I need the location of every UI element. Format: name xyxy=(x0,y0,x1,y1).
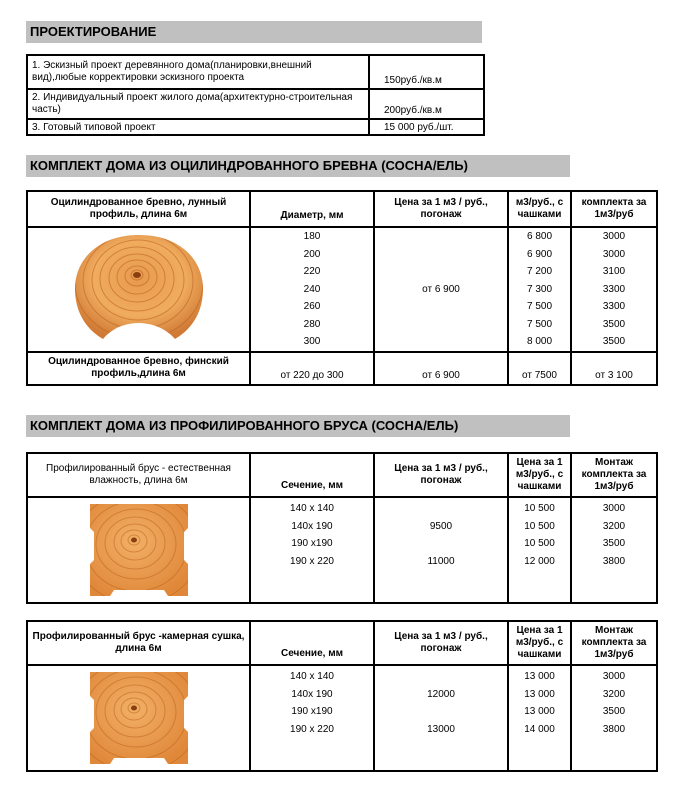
cups-value: 7 300 xyxy=(526,283,553,295)
kit-value: 3500 xyxy=(602,336,626,347)
col-header-size: Сечение, мм xyxy=(280,648,343,659)
table-row xyxy=(27,191,657,227)
cups-value: 6 900 xyxy=(526,248,553,260)
beam-image-cell xyxy=(27,497,250,603)
dry-image-cell xyxy=(27,665,250,771)
col-header-price: Цена за 1 м3 / руб., погонаж xyxy=(394,197,488,220)
col-header-product: Профилированный брус - естественная влажность, длина 6м xyxy=(46,463,231,486)
price-value: 11000 xyxy=(427,555,455,567)
dry-price-cell xyxy=(374,665,508,771)
beam-cups-cell xyxy=(508,497,571,603)
kit-value: 3300 xyxy=(602,283,626,295)
col-header-cups: Цена за 1 м3/руб., с чашками xyxy=(515,625,564,660)
design-table xyxy=(26,54,485,136)
col-header-price: Цена за 1 м3 / руб., погонаж xyxy=(394,463,488,486)
table-row xyxy=(27,89,484,119)
design-row-text: 2. Индивидуальный проект жилого дома(архитектурно-строительная часть) xyxy=(32,92,353,115)
size-value: 180 xyxy=(303,231,321,242)
col-header-product: Оцилиндрованное бревно, лунный профиль, длина 6м xyxy=(50,197,227,220)
kit-value: 3100 xyxy=(602,266,626,277)
finnish-size: от 220 до 300 xyxy=(280,369,344,381)
size-value: 140х 190 xyxy=(291,688,333,700)
round-log-image xyxy=(69,231,209,347)
kit-value: 3800 xyxy=(602,723,626,735)
table-row xyxy=(27,497,657,603)
log-price-cell xyxy=(374,227,508,352)
kit-value: 3800 xyxy=(602,555,626,567)
price-value: 13000 xyxy=(427,723,455,735)
log-cups-cell xyxy=(508,227,571,352)
beam-kit-cell xyxy=(571,497,657,603)
col-header-kit: комплекта за 1м3/руб xyxy=(581,197,647,220)
col-header-cups: м3/руб., с чашками xyxy=(515,197,564,220)
size-value: 190 х 220 xyxy=(290,723,334,735)
size-value: 140 х 140 xyxy=(290,671,334,682)
size-value: 190 х 220 xyxy=(290,555,334,567)
size-value: 190 х190 xyxy=(291,538,333,549)
cups-value: 8 000 xyxy=(526,336,553,347)
table-row xyxy=(27,453,657,497)
cups-value: 7 500 xyxy=(526,318,553,330)
dry-cups-cell xyxy=(508,665,571,771)
size-value: 220 xyxy=(303,266,321,277)
kit-value: 3200 xyxy=(602,688,626,700)
beam-table xyxy=(26,452,658,604)
size-value: 140 х 140 xyxy=(290,503,334,514)
table-row xyxy=(27,621,657,665)
cups-value: 14 000 xyxy=(524,723,555,735)
size-value: 300 xyxy=(303,336,321,347)
size-value: 260 xyxy=(303,301,321,312)
size-value: 280 xyxy=(303,318,321,330)
cups-value: 13 000 xyxy=(524,706,555,717)
design-row-text: 3. Готовый типовой проект xyxy=(32,121,156,133)
table-row xyxy=(27,119,484,135)
table-row xyxy=(27,665,657,771)
cups-value: 12 000 xyxy=(524,555,555,567)
col-header-product: Профилированный брус -камерная сушка, длина 6м xyxy=(32,631,245,654)
log-table xyxy=(26,190,658,386)
design-row-price: 200руб./кв.м xyxy=(384,105,442,116)
log-sizes-cell xyxy=(250,227,374,352)
cups-value: 7 500 xyxy=(526,301,553,312)
profiled-beam-image xyxy=(84,500,194,600)
table-row xyxy=(27,227,657,352)
kit-value: 3500 xyxy=(602,706,626,717)
finnish-product: Оцилиндрованное бревно, финский профиль,длина 6м xyxy=(48,356,229,379)
cups-value: 10 500 xyxy=(524,520,555,532)
section-header-design: ПРОЕКТИРОВАНИЕ xyxy=(26,21,482,43)
kit-value: 3000 xyxy=(602,503,626,514)
price-value: 9500 xyxy=(429,520,453,532)
col-header-kit: Монтаж комплекта за 1м3/руб xyxy=(581,625,647,660)
cups-value: 13 000 xyxy=(524,671,555,682)
kit-value: 3000 xyxy=(602,231,626,242)
log-image-cell xyxy=(27,227,250,352)
beam-price-cell xyxy=(374,497,508,603)
price-value: 12000 xyxy=(427,688,455,700)
kit-value: 3200 xyxy=(602,520,626,532)
col-header-kit: Монтаж комплекта за 1м3/руб xyxy=(581,457,647,492)
kit-value: 3500 xyxy=(602,538,626,549)
cups-value: 6 800 xyxy=(526,231,553,242)
design-row-price: 15 000 руб./шт. xyxy=(384,121,454,133)
kit-value: 3300 xyxy=(602,301,626,312)
section-header-log: КОМПЛЕКТ ДОМА ИЗ ОЦИЛИНДРОВАННОГО БРЕВНА (СОСНА/ЕЛЬ) xyxy=(26,155,570,177)
cups-value: 13 000 xyxy=(524,688,555,700)
price-value: от 6 900 xyxy=(422,283,460,295)
section-header-beam: КОМПЛЕКТ ДОМА ИЗ ПРОФИЛИРОВАННОГО БРУСА (СОСНА/ЕЛЬ) xyxy=(26,415,570,437)
finnish-price: от 6 900 xyxy=(422,369,460,381)
col-header-price: Цена за 1 м3 / руб., погонаж xyxy=(394,631,488,654)
size-value: 190 х190 xyxy=(291,706,333,717)
design-row-text: 1. Эскизный проект деревянного дома(планировки,внешний вид),любые корректировки эскизного проекта xyxy=(32,60,312,83)
cups-value: 10 500 xyxy=(524,503,555,514)
size-value: 140х 190 xyxy=(291,520,333,532)
kit-value: 3000 xyxy=(602,671,626,682)
table-row xyxy=(27,352,657,385)
dry-kit-cell xyxy=(571,665,657,771)
design-row-price: 150руб./кв.м xyxy=(384,75,442,86)
col-header-size: Сечение, мм xyxy=(280,480,343,491)
beam-sizes-cell xyxy=(250,497,374,603)
col-header-cups: Цена за 1 м3/руб., с чашками xyxy=(515,457,564,492)
dry-sizes-cell xyxy=(250,665,374,771)
kit-value: 3500 xyxy=(602,318,626,330)
table-row xyxy=(27,55,484,89)
kit-value: 3000 xyxy=(602,248,626,260)
log-kit-cell xyxy=(571,227,657,352)
size-value: 200 xyxy=(303,248,321,260)
cups-value: 10 500 xyxy=(524,538,555,549)
finnish-cups: от 7500 xyxy=(522,369,557,381)
profiled-beam-image xyxy=(84,668,194,768)
col-header-size: Диаметр, мм xyxy=(280,210,344,221)
dry-beam-table xyxy=(26,620,658,772)
cups-value: 7 200 xyxy=(526,266,553,277)
size-value: 240 xyxy=(303,283,321,295)
finnish-kit: от 3 100 xyxy=(595,369,633,381)
